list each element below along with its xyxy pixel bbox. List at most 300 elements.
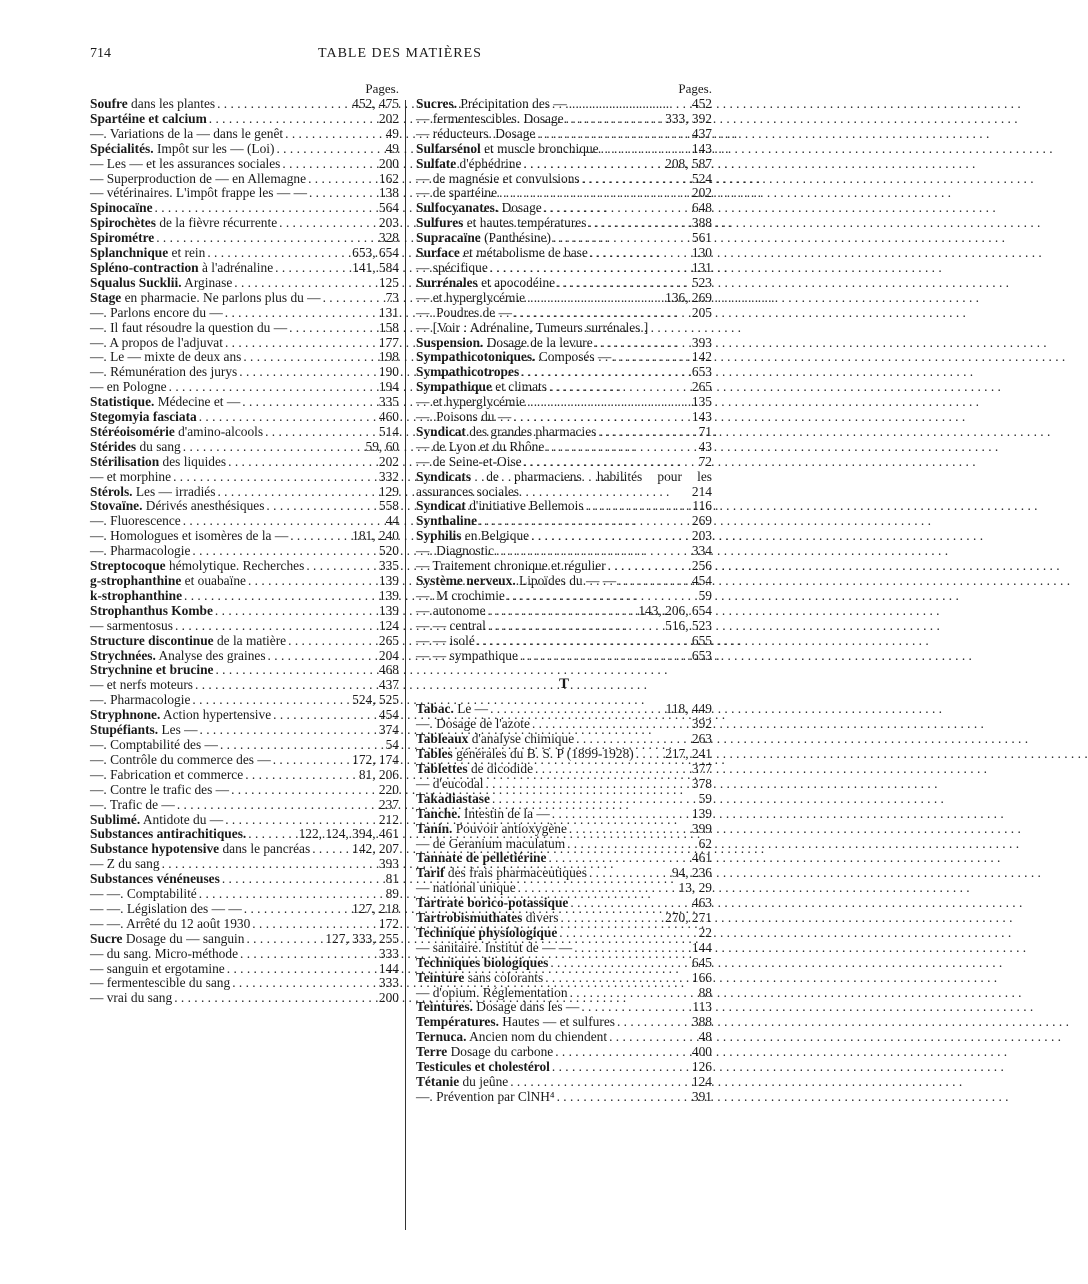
dot-leader (613, 350, 690, 365)
index-entry (416, 529, 712, 544)
dot-leader (279, 216, 377, 231)
dot-leader (479, 514, 690, 529)
index-entry (90, 186, 399, 201)
index-entry (90, 574, 399, 589)
entry-text (90, 529, 288, 544)
entry-text (416, 440, 544, 455)
entry-headword: Tabac. (416, 701, 454, 717)
entry-headword: Soufre (90, 96, 128, 111)
dot-leader (492, 792, 697, 807)
dot-leader (545, 971, 690, 986)
page-ref: 143 (691, 140, 712, 156)
dot-leader (549, 380, 690, 395)
dot-leader (557, 276, 690, 291)
entry-headword: Sublimé. (90, 811, 141, 827)
entry-text (416, 1015, 615, 1030)
page-ref: 124 (691, 1074, 712, 1089)
entry-headword: Spécialités. (90, 140, 154, 156)
page-ref: 333 (378, 975, 399, 991)
entry-headword: Ternuca. (416, 1029, 467, 1045)
entry-headword: Sucre (90, 930, 123, 946)
index-entry (416, 732, 712, 747)
dot-leader (569, 97, 690, 112)
entry-text (90, 842, 310, 857)
index-entry (90, 216, 399, 231)
page-ref: 127, 218 (352, 900, 399, 916)
dot-leader (174, 991, 377, 1006)
index-entry (90, 842, 399, 857)
dot-leader (566, 112, 664, 127)
entry-text (416, 246, 588, 261)
index-entry (416, 717, 712, 732)
page-ref: 388 (691, 215, 712, 231)
page-ref: 205 (691, 304, 712, 320)
dot-leader (199, 887, 384, 902)
entry-subtext: des grandes pharmacies (465, 423, 597, 439)
dot-leader (156, 231, 377, 246)
entry-subtext: d'initiative Bellemois (465, 498, 584, 514)
entry-subtext: à l'adrénaline (198, 259, 274, 275)
entry-headword: Substance hypotensive (90, 841, 220, 857)
page-ref: 269 (691, 513, 712, 529)
entry-headword: Stérols. (90, 483, 133, 499)
entry-text (416, 911, 558, 926)
index-entry (90, 947, 399, 962)
entry-text (90, 813, 223, 828)
page-ref: 452 (691, 96, 712, 111)
dot-leader (234, 276, 377, 291)
page-ref: 49 (385, 125, 399, 141)
entry-headword: Testicules et cholestérol (416, 1059, 550, 1075)
page-ref: 131 (691, 259, 712, 275)
entry-subtext: — — isolé (416, 632, 475, 648)
page-ref: 237 (378, 796, 399, 812)
index-entry (90, 201, 399, 216)
index-entry (416, 380, 712, 395)
entry-subtext: Précipitation des — (457, 96, 567, 111)
index-entry (416, 321, 712, 336)
index-entry (416, 291, 712, 306)
running-title: TABLE DES MATIÈRES (318, 46, 482, 61)
entry-text (416, 1000, 579, 1015)
entry-subtext: —. Homologues et isomères de la — (90, 528, 289, 544)
entry-headword: Stegomyia fasciata (90, 409, 197, 425)
page-ref: 393 (691, 334, 712, 350)
entry-text (90, 857, 160, 872)
entry-text (90, 97, 215, 112)
page-ref: 204 (378, 647, 399, 663)
dot-leader (273, 708, 377, 723)
page-ref: 655 (691, 632, 712, 648)
page-ref: 139 (378, 602, 399, 618)
index-entry (416, 201, 712, 216)
entry-headword: Suspension. (416, 334, 484, 350)
dot-leader (225, 813, 377, 828)
entry-headword: Tannate de pelletiérine (416, 850, 547, 866)
entry-text (416, 619, 486, 634)
entry-text (416, 747, 634, 762)
page-ref: 452, 475 (352, 96, 399, 111)
entry-headword: Supracaïne (416, 230, 481, 246)
entry-subtext: d'amino-alcools (174, 423, 264, 439)
entry-text (90, 514, 181, 529)
dot-leader (225, 336, 377, 351)
page-ref: 200 (378, 990, 399, 1006)
dot-leader (477, 634, 690, 649)
entry-headword: Sulfate (416, 155, 457, 171)
entry-text (90, 559, 304, 574)
entry-text (90, 768, 243, 783)
entry-text (416, 986, 568, 1001)
entry-subtext: Dérivés anesthésiques (142, 498, 265, 514)
entry-subtext: des frais pharmaceutiques (444, 865, 587, 881)
index-entry (416, 246, 712, 261)
dot-leader (306, 559, 377, 574)
entry-text (416, 1090, 555, 1105)
index-entry (90, 544, 399, 559)
dot-leader (507, 589, 697, 604)
entry-text (416, 276, 555, 291)
page-ref: 392 (691, 716, 712, 732)
entry-text (416, 216, 586, 231)
entry-subtext: —. Fabrication et commerce (90, 766, 244, 782)
index-entry (416, 1045, 712, 1060)
entry-text (416, 851, 546, 866)
index-entry (416, 455, 712, 470)
index-entry (90, 440, 399, 455)
dot-leader (598, 425, 696, 440)
entry-text (416, 350, 611, 365)
entry-subtext: de la fièvre récurrente (155, 215, 278, 231)
dot-leader (548, 851, 689, 866)
index-entry (90, 932, 399, 947)
page-ref: 54 (385, 736, 399, 752)
dot-leader (488, 619, 663, 634)
entry-text (90, 693, 190, 708)
dot-leader (309, 186, 377, 201)
section-letter-t: T (558, 676, 569, 693)
page-ref: 94, 236 (671, 865, 712, 881)
dot-leader (155, 201, 377, 216)
index-entry (90, 142, 399, 157)
index-entry (416, 395, 712, 410)
entry-text (416, 971, 543, 986)
page-ref: 127, 333, 255 (325, 930, 399, 946)
entry-headword: Strychnées. (90, 647, 156, 663)
entry-headword: Structure discontinue (90, 632, 214, 648)
index-entry (416, 276, 712, 291)
dot-leader (552, 807, 690, 822)
entry-text (416, 201, 542, 216)
entry-subtext: —. Diagnostic (416, 543, 495, 559)
dot-leader (567, 837, 697, 852)
index-entry (90, 365, 399, 380)
entry-subtext: — fermentescibles. Dosage (416, 110, 564, 126)
entry-text (90, 604, 213, 619)
entry-subtext: — d'eucodal (416, 775, 484, 791)
page-ref: 220 (378, 781, 399, 797)
entry-subtext: —. A propos de l'adjuvat (90, 334, 223, 350)
page-ref: 516, 523 (665, 617, 712, 633)
entry-subtext: des liquides (159, 453, 227, 469)
entry-subtext: —. Il faut résoudre la question du — (90, 319, 288, 335)
entry-subtext: —. Poudres de — (416, 304, 512, 320)
entry-subtext: —. Comptabilité des — (90, 736, 218, 752)
entry-text (90, 127, 283, 142)
index-entry (416, 896, 712, 911)
entry-text (90, 201, 153, 216)
entry-text (90, 246, 205, 261)
dot-leader (240, 947, 377, 962)
entry-text (416, 822, 567, 837)
entry-subtext: et climats (491, 379, 547, 395)
entry-headword: Syndicat (416, 423, 466, 439)
entry-subtext: — sanguin et ergotamine (90, 960, 225, 976)
entry-subtext: et hautes températures (463, 215, 587, 231)
page-ref: 454 (378, 707, 399, 723)
dot-leader (207, 246, 350, 261)
entry-headword: Sucres. (416, 96, 458, 111)
entry-text (416, 941, 572, 956)
page-ref: 81 (385, 871, 399, 887)
index-entry (90, 380, 399, 395)
index-entry (90, 97, 399, 112)
entry-text (90, 350, 241, 365)
page-ref: 139 (378, 573, 399, 588)
entry-subtext: générales du B. S. P (1899-1928) (452, 746, 634, 762)
index-entry (90, 410, 399, 425)
index-entry (90, 634, 399, 649)
entry-text (416, 544, 494, 559)
index-entry (416, 172, 712, 187)
entry-headword: Syphilis (416, 528, 462, 544)
page-ref: 202 (691, 185, 712, 201)
entry-subtext: —. Poisons du — (416, 409, 512, 425)
page-ref: 524, 525 (352, 692, 399, 708)
dot-leader (265, 425, 377, 440)
entry-headword: Techniques biologiques (416, 954, 549, 970)
entry-text (90, 112, 207, 127)
index-entry (90, 827, 399, 842)
index-entry (416, 142, 712, 157)
entry-subtext: —. Trafic de — (90, 796, 175, 812)
entry-text (416, 702, 488, 717)
entry-headword: Tétanie (416, 1074, 460, 1089)
entry-text (90, 708, 271, 723)
entry-subtext: de pharmaciens habilités pour les assurances sociales (416, 468, 712, 499)
entry-subtext: — et nerfs moteurs (90, 677, 194, 693)
running-header (90, 46, 710, 70)
entry-text (416, 1045, 553, 1060)
entry-headword: Substances antirachitiques. (90, 826, 247, 842)
dot-leader (636, 747, 663, 762)
page-ref: 181, 240 (352, 528, 399, 544)
index-entry (90, 798, 399, 813)
dot-leader (177, 798, 377, 813)
entry-text (90, 291, 321, 306)
entry-subtext: Impôt sur les — (Loi) (153, 140, 275, 156)
entry-text (416, 306, 512, 321)
index-entry (90, 321, 399, 336)
entry-subtext: et apocodéine (477, 274, 556, 290)
dot-leader (586, 499, 691, 514)
entry-text (90, 544, 190, 559)
entry-subtext: Dosage dans les — (472, 999, 580, 1015)
entry-headword: Sulfocyanates. (416, 200, 499, 216)
index-entry (90, 768, 399, 783)
entry-text (90, 902, 242, 917)
index-entry (416, 514, 712, 529)
entry-text (90, 216, 277, 231)
entry-text (416, 1075, 508, 1090)
entry-text (416, 320, 648, 335)
dot-leader (242, 395, 377, 410)
entry-subtext: — sarmentosus (90, 617, 173, 633)
dot-leader (527, 395, 690, 410)
dot-leader (510, 1075, 690, 1090)
index-entry (90, 157, 399, 172)
entry-subtext: — Les — et les assurances sociales (90, 155, 281, 171)
entry-text (90, 932, 244, 947)
entry-headword: Stupéfiants. (90, 722, 159, 738)
dot-leader (490, 702, 664, 717)
page-ref: 399 (691, 820, 712, 836)
entry-subtext: — —. Arrêté du 12 août 1930 (90, 915, 251, 931)
index-entry (416, 971, 712, 986)
entry-subtext: Les — irradiés (132, 483, 216, 499)
index-entry (416, 589, 712, 604)
entry-text (416, 1030, 607, 1045)
entry-text (90, 574, 246, 589)
entry-subtext: hémolytique. Recherches (165, 558, 305, 574)
entry-headword: Teinture (416, 969, 465, 985)
entry-text (416, 881, 516, 896)
entry-text (90, 962, 225, 977)
dot-leader (228, 455, 377, 470)
index-entry (90, 663, 399, 678)
entry-subtext: de la matière (213, 632, 287, 648)
dot-leader (175, 619, 377, 634)
page-ref: 391 (691, 1088, 712, 1104)
index-entry (90, 350, 399, 365)
entry-text (416, 777, 483, 792)
index-entry (416, 425, 712, 440)
entry-subtext: — —. Législation des — — (90, 900, 242, 916)
entry-headword: Syndicat (416, 498, 466, 514)
dot-leader (608, 559, 690, 574)
entry-subtext: —. Prévention par ClNH⁴ (416, 1088, 555, 1104)
index-entry (90, 857, 399, 872)
page-ref: 334 (691, 543, 712, 559)
index-entry (90, 455, 399, 470)
page-ref: 212 (378, 811, 399, 827)
page-ref: 166 (691, 969, 712, 985)
entry-text (90, 872, 220, 887)
index-entry (416, 747, 712, 762)
entry-subtext: Pouvoir antioxygène (452, 820, 567, 836)
page-ref: 71 (698, 423, 712, 439)
index-entry (90, 678, 399, 693)
dot-leader (169, 380, 377, 395)
section-t-entries (416, 702, 712, 1104)
page-ref: 388 (691, 1014, 712, 1030)
page-ref: 143, 206, 654 (638, 602, 712, 618)
dot-leader (232, 976, 377, 991)
entry-text (90, 455, 226, 470)
page-ref: 653, 654 (352, 245, 399, 261)
entry-text (90, 634, 286, 649)
dot-leader (609, 1030, 697, 1045)
index-entry (416, 792, 712, 807)
page-ref: 139 (378, 587, 399, 603)
entry-text (90, 723, 198, 738)
entry-subtext: sans colorants (464, 969, 544, 985)
entry-subtext: — de spartéine (416, 185, 498, 201)
entry-subtext: dans le pancréas (219, 841, 311, 857)
index-entry (416, 1015, 712, 1030)
page-ref: 72 (698, 453, 712, 469)
entry-subtext: Médecine et — (154, 394, 241, 410)
entry-subtext: Antidote du — (140, 811, 224, 827)
index-entry (416, 499, 712, 514)
entry-headword: Terre (416, 1044, 448, 1060)
entry-headword: Spléno-contraction (90, 259, 199, 275)
dot-leader (490, 261, 690, 276)
entry-subtext: — et morphine (90, 468, 172, 484)
dot-leader (217, 485, 376, 500)
page-ref: 202 (378, 453, 399, 469)
entry-text (416, 926, 557, 941)
index-entry (416, 604, 712, 619)
page-ref: 129 (378, 483, 399, 499)
index-entry (416, 350, 712, 365)
entry-text (416, 634, 475, 649)
dot-leader (550, 956, 690, 971)
entry-text (90, 395, 240, 410)
page-ref: 333, 392 (665, 110, 712, 126)
index-entry (90, 291, 399, 306)
entry-subtext: — — central (416, 617, 486, 633)
entry-headword: Splanchnique (90, 245, 169, 261)
index-entry (416, 261, 712, 276)
entry-text (90, 142, 274, 157)
entry-text (416, 455, 522, 470)
entry-headword: Strophanthus Kombe (90, 602, 213, 618)
index-entry (90, 649, 399, 664)
page-ref: 49 (385, 140, 399, 156)
entry-subtext: — — sympathique (416, 647, 518, 663)
index-entry (416, 619, 712, 634)
dot-leader (557, 1090, 690, 1105)
page-ref: 144 (691, 939, 712, 955)
index-entry (90, 738, 399, 753)
index-entry (90, 499, 399, 514)
entry-text (416, 112, 564, 127)
dot-leader (595, 336, 690, 351)
page-ref: 374 (378, 722, 399, 738)
dot-leader (544, 201, 690, 216)
page-ref: 332 (378, 468, 399, 484)
page-ref: 461 (691, 850, 712, 866)
page-ref: 59, 60 (365, 438, 399, 454)
index-entry (416, 851, 712, 866)
dot-leader (537, 127, 690, 142)
entry-subtext: d'éphédrine (456, 155, 522, 171)
index-entry (90, 813, 399, 828)
entry-subtext: — et hyperglycémie (416, 289, 526, 305)
page-ref: 203 (378, 215, 399, 231)
entry-text (416, 529, 529, 544)
